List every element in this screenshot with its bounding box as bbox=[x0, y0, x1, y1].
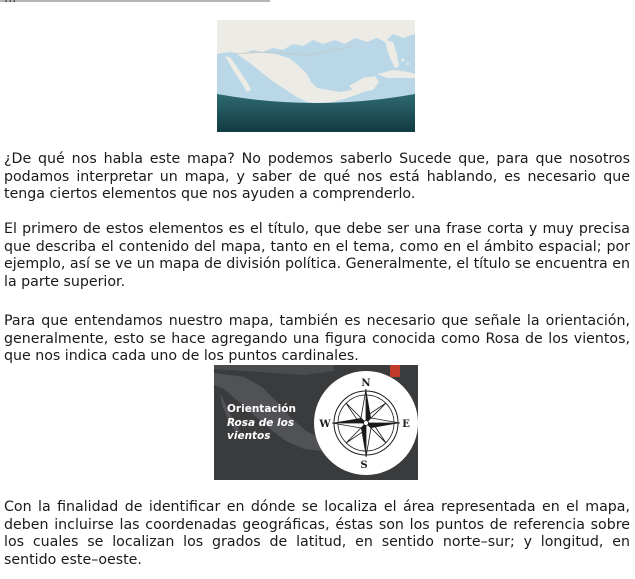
paragraph-coordinates: Con la finalidad de identificar en dónde se localiza el área representada en el mapa, deben incluirse las coordenadas geográficas, éstas son los puntos de referencia sobre los cuales se localizan los grados de latitud, en sentido norte–sur; y longitud, en sentido este–oeste. bbox=[4, 499, 630, 568]
paragraph-orientation: Para que entendamos nuestro mapa, también es necesario que señale la orientación, generalmente, esto se hace agregando una figura conocida como Rosa de los vientos, que nos indica cada uno de los puntos cardinales. bbox=[4, 313, 630, 364]
cut-off-header-text bbox=[4, 0, 16, 6]
paragraph-map-question: ¿De qué nos habla este mapa? No podemos saberlo Sucede que, para que nosotros podamos interpretar un mapa, y saber de qué nos está hablando, es necesario que tenga ciertos elementos que nos ayuden a comprenderlo. bbox=[4, 151, 630, 202]
compass-east-label: E bbox=[402, 419, 410, 430]
compass-image-title: Orientación bbox=[227, 403, 296, 415]
top-divider-line bbox=[0, 0, 270, 2]
compass-rose-image bbox=[214, 365, 418, 480]
compass-north-label: N bbox=[361, 378, 371, 389]
mexico-map-graphic bbox=[217, 20, 415, 132]
compass-image-subtitle: Rosa de los vientos bbox=[227, 417, 295, 442]
paragraph-title-element: El primero de estos elementos es el título, que debe ser una frase corta y muy precisa que describa el contenido del mapa, tanto en el tema, como en el ámbito espacial; por ejemplo, así se ve un mapa de división política. Generalmente, el título se encuentra en la parte superior. bbox=[4, 221, 630, 290]
compass-south-label: S bbox=[360, 460, 368, 471]
mexico-map-image bbox=[217, 20, 415, 132]
compass-west-label: W bbox=[319, 419, 331, 430]
